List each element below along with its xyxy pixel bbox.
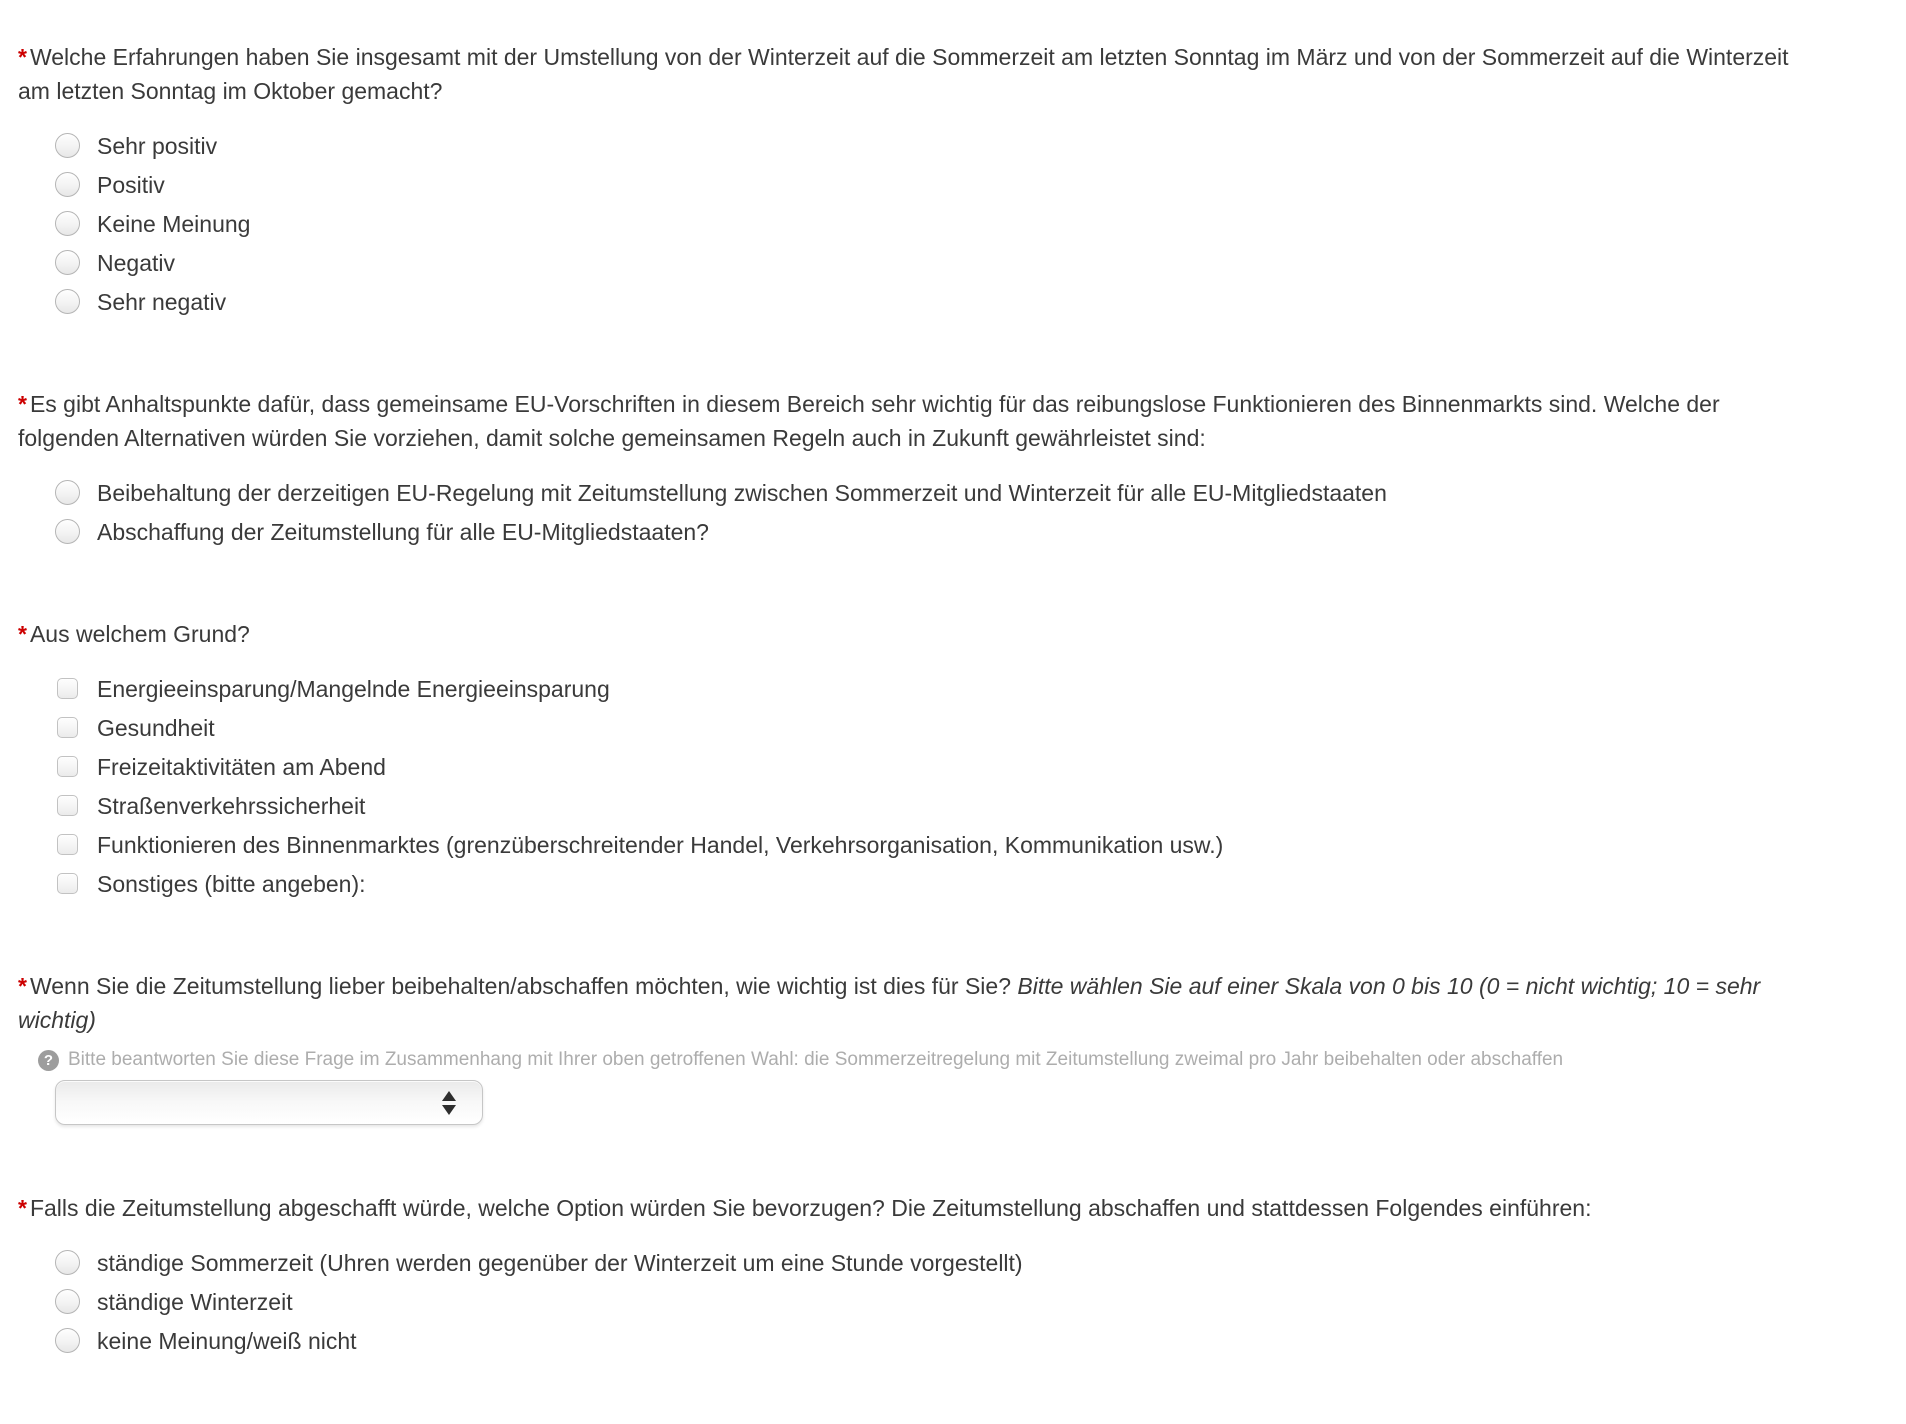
question-alternatives-label: Es gibt Anhaltspunkte dafür, dass gemeinsame EU-Vorschriften in diesem Bereich sehr wichtig für das reibungslose Funktionieren des Binnenmarkts sind. Welche der folgenden Alternativen würden Sie vorziehen, damit solche gemeinsamen Regeln auch in Zukunft gewährleistet sind:: [18, 391, 1720, 451]
option-label: Keine Meinung: [97, 210, 251, 237]
question-text: [18, 969, 1818, 1037]
question-importance-label: Wenn Sie die Zeitumstellung lieber beibehalten/abschaffen möchten, wie wichtig ist dies für Sie?: [29, 973, 1011, 999]
radio-option-sehr-positiv: [18, 126, 1836, 165]
question-text: [18, 617, 1818, 651]
help-icon-glyph: ?: [43, 1051, 54, 1069]
radio-option-negativ: [18, 243, 1836, 282]
option-label: Sonstiges (bitte angeben):: [97, 870, 366, 897]
checkbox[interactable]: [57, 756, 78, 777]
radio-group-experience: [18, 126, 1836, 321]
help-row: [18, 1049, 1836, 1071]
option-label: ständige Sommerzeit (Uhren werden gegenüber der Winterzeit um eine Stunde vorgestellt): [97, 1249, 1023, 1276]
option-label: Energieeinsparung/Mangelnde Energieeinsparung: [97, 675, 610, 702]
radio-button[interactable]: [55, 172, 80, 197]
option-label: Sehr negativ: [97, 288, 227, 315]
help-icon: [38, 1050, 59, 1071]
question-preferred-option-label: Falls die Zeitumstellung abgeschafft würde, welche Option würden Sie bevorzugen? Die Zeitumstellung abschaffen und stattdessen Folgendes einführen:: [29, 1195, 1592, 1221]
radio-button[interactable]: [55, 1328, 80, 1353]
radio-option-sehr-negativ: [18, 282, 1836, 321]
checkbox[interactable]: [57, 873, 78, 894]
question-reason: [18, 617, 1836, 903]
question-importance-scale-note: Bitte wählen Sie auf einer Skala von 0 bis 10 (0 = nicht wichtig; 10 = sehr wichtig): [18, 973, 1761, 1033]
radio-button[interactable]: [55, 1289, 80, 1314]
question-text: [18, 40, 1818, 108]
radio-group-preferred-option: [18, 1243, 1836, 1360]
radio-button[interactable]: [55, 289, 80, 314]
checkbox-option-freizeit: [18, 747, 1836, 786]
required-marker: *: [18, 973, 27, 999]
radio-button[interactable]: [55, 480, 80, 505]
question-experience: [18, 40, 1836, 321]
option-label: Funktionieren des Binnenmarktes (grenzüberschreitender Handel, Verkehrsorganisation, Kommunikation usw.): [97, 831, 1224, 858]
option-label: ständige Winterzeit: [97, 1288, 293, 1315]
select-spinner-icon: [442, 1091, 456, 1115]
radio-button[interactable]: [55, 211, 80, 236]
option-label: Beibehaltung der derzeitigen EU-Regelung mit Zeitumstellung zwischen Sommerzeit und Winterzeit für alle EU-Mitgliedstaaten: [97, 479, 1387, 506]
triangle-up-icon: [442, 1091, 456, 1101]
radio-button[interactable]: [55, 519, 80, 544]
option-label: Straßenverkehrssicherheit: [97, 792, 366, 819]
checkbox[interactable]: [57, 795, 78, 816]
question-reason-label: Aus welchem Grund?: [29, 621, 250, 647]
importance-select[interactable]: [55, 1080, 483, 1125]
triangle-down-icon: [442, 1105, 456, 1115]
required-marker: *: [18, 391, 27, 417]
checkbox-group-reason: [18, 669, 1836, 903]
option-label: Gesundheit: [97, 714, 215, 741]
radio-option-keine-meinung-weiss-nicht: [18, 1321, 1836, 1360]
option-label: Freizeitaktivitäten am Abend: [97, 753, 386, 780]
required-marker: *: [18, 621, 27, 647]
radio-option-abschaffung: [18, 512, 1836, 551]
option-label: Sehr positiv: [97, 132, 218, 159]
option-label: keine Meinung/weiß nicht: [97, 1327, 357, 1354]
checkbox[interactable]: [57, 678, 78, 699]
checkbox-option-verkehr: [18, 786, 1836, 825]
option-label: Positiv: [97, 171, 165, 198]
radio-option-staendige-sommerzeit: [18, 1243, 1836, 1282]
radio-option-beibehaltung: [18, 473, 1836, 512]
checkbox[interactable]: [57, 717, 78, 738]
radio-option-staendige-winterzeit: [18, 1282, 1836, 1321]
radio-group-alternatives: [18, 473, 1836, 551]
option-label: Abschaffung der Zeitumstellung für alle EU-Mitgliedstaaten?: [97, 518, 709, 545]
option-label: Negativ: [97, 249, 175, 276]
checkbox-option-sonstiges: [18, 864, 1836, 903]
question-alternatives: [18, 387, 1836, 551]
radio-button[interactable]: [55, 250, 80, 275]
radio-button[interactable]: [55, 1250, 80, 1275]
checkbox-option-binnenmarkt: [18, 825, 1836, 864]
help-text: Bitte beantworten Sie diese Frage im Zusammenhang mit Ihrer oben getroffenen Wahl: die Sommerzeitregelung mit Zeitumstellung zweimal pro Jahr beibehalten oder abschaffen: [68, 1049, 1564, 1070]
checkbox[interactable]: [57, 834, 78, 855]
question-preferred-option: [18, 1191, 1836, 1360]
question-importance: [18, 969, 1836, 1125]
required-marker: *: [18, 44, 27, 70]
question-experience-label: Welche Erfahrungen haben Sie insgesamt mit der Umstellung von der Winterzeit auf die Sommerzeit am letzten Sonntag im März und von der Sommerzeit auf die Winterzeit am letzten Sonntag im Oktober gemacht?: [18, 44, 1789, 104]
checkbox-option-energie: [18, 669, 1836, 708]
checkbox-option-gesundheit: [18, 708, 1836, 747]
radio-button[interactable]: [55, 133, 80, 158]
radio-option-keine-meinung: [18, 204, 1836, 243]
radio-option-positiv: [18, 165, 1836, 204]
required-marker: *: [18, 1195, 27, 1221]
question-text: [18, 1191, 1818, 1225]
question-text: [18, 387, 1818, 455]
